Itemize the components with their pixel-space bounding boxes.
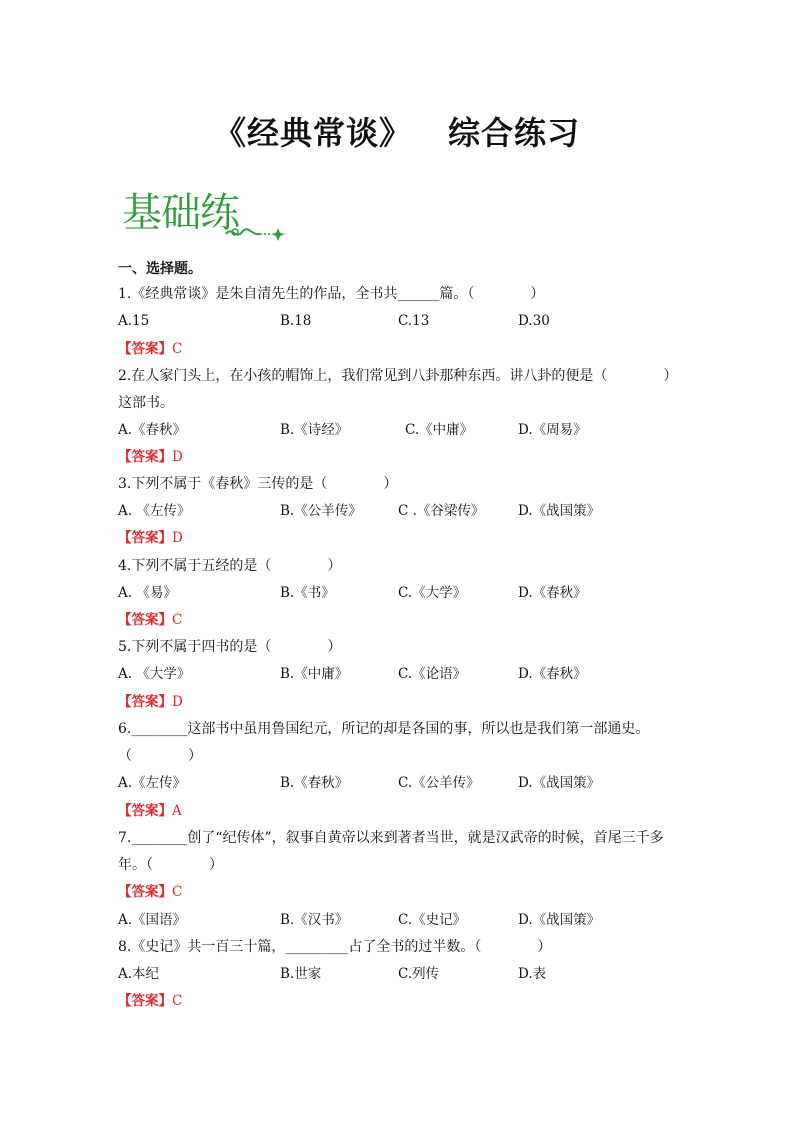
question-3-text: 3.下列不属于《春秋》三传的是（ ）: [118, 476, 398, 492]
answer-label: 【答案】: [118, 803, 172, 819]
vine-decoration-icon: [222, 220, 288, 246]
answer-label: 【答案】: [118, 612, 172, 628]
q1-option-b: B.18: [280, 313, 312, 329]
q4-option-d: D.《春秋》: [518, 585, 587, 601]
answer-value: C: [172, 884, 183, 900]
question-7-text-cont: 年。（ ）: [118, 857, 223, 873]
q1-answer: [118, 339, 182, 359]
q6-option-d: D.《战国策》: [518, 775, 601, 791]
title-practice: 综合练习: [448, 114, 581, 152]
q1-option-d: D.30: [518, 313, 550, 329]
q5-option-c: C.《论语》: [398, 666, 467, 682]
q8-answer: [118, 991, 182, 1011]
q3-answer: [118, 528, 183, 548]
question-6-text-cont: （ ）: [118, 748, 202, 764]
q8-option-b: B.世家: [280, 966, 322, 982]
answer-value: C: [172, 993, 183, 1009]
q2-option-b: B.《诗经》: [280, 422, 349, 438]
question-1-text: 1.《经典常谈》是朱自清先生的作品，全书共______篇。（ ）: [118, 286, 545, 302]
q7-option-a: A.《国语》: [118, 912, 187, 928]
question-8-text: 8.《史记》共一百三十篇，_________占了全书的过半数。（ ）: [118, 939, 552, 955]
question-6-text: 6.________这部书中虽用鲁国纪元，所记的却是各国的事，所以也是我们第一部通史。: [118, 721, 650, 737]
q6-answer: [118, 801, 182, 821]
q1-option-a: A.15: [118, 313, 150, 329]
title-book: 《经典常谈》: [213, 114, 412, 152]
question-2-text-cont: 这部书。: [118, 395, 174, 411]
q5-option-d: D.《春秋》: [518, 666, 587, 682]
answer-label: 【答案】: [118, 884, 172, 900]
question-5-text: 5.下列不属于四书的是（ ）: [118, 639, 342, 655]
q5-option-a: A. 《大学》: [118, 666, 191, 682]
page-title: [0, 108, 794, 154]
q3-option-b: B.《公羊传》: [280, 503, 362, 519]
question-4-text: 4.下列不属于五经的是（ ）: [118, 558, 342, 574]
q5-answer: [118, 692, 183, 712]
answer-value: D: [172, 530, 183, 546]
q2-option-a: A.《春秋》: [118, 422, 187, 438]
q7-option-d: D.《战国策》: [518, 912, 601, 928]
answer-label: 【答案】: [118, 449, 172, 465]
q1-option-c: C.13: [398, 313, 430, 329]
q3-option-d: D.《战国策》: [518, 503, 601, 519]
q6-option-c: C.《公羊传》: [398, 775, 480, 791]
q3-option-c: C .《谷梁传》: [398, 503, 485, 519]
q4-option-a: A. 《易》: [118, 585, 177, 601]
answer-value: A: [172, 803, 182, 819]
section-heading: 一、选择题。: [118, 261, 202, 277]
q2-answer: [118, 447, 183, 467]
answer-label: 【答案】: [118, 530, 172, 546]
q8-option-d: D.表: [518, 966, 547, 982]
question-2-text: 2.在人家门头上，在小孩的帽饰上，我们常见到八卦那种东西。讲八卦的便是（ ）: [118, 368, 678, 384]
q7-option-c: C.《史记》: [398, 912, 467, 928]
section-logo: 基础练: [122, 190, 239, 236]
q4-option-c: C.《大学》: [398, 585, 467, 601]
question-7-text: 7.________创了“纪传体”，叙事自黄帝以来到著者当世，就是汉武帝的时候，首尾三千多: [118, 830, 664, 846]
answer-label: 【答案】: [118, 341, 172, 357]
answer-value: D: [172, 694, 183, 710]
answer-value: D: [172, 449, 183, 465]
q4-answer: [118, 610, 182, 630]
q8-option-a: A.本纪: [118, 966, 160, 982]
answer-value: C: [172, 612, 183, 628]
answer-value: C: [172, 341, 183, 357]
answer-label: 【答案】: [118, 694, 172, 710]
q3-option-a: A. 《左传》: [118, 503, 191, 519]
answer-label: 【答案】: [118, 993, 172, 1009]
q5-option-b: B.《中庸》: [280, 666, 349, 682]
q4-option-b: B.《书》: [280, 585, 335, 601]
q8-option-c: C.列传: [398, 966, 440, 982]
q2-option-d: D.《周易》: [518, 422, 587, 438]
q6-option-b: B.《春秋》: [280, 775, 349, 791]
q6-option-a: A.《左传》: [118, 775, 187, 791]
q7-option-b: B.《汉书》: [280, 912, 349, 928]
q2-option-c: C.《中庸》: [405, 422, 474, 438]
q7-answer: [118, 882, 182, 902]
